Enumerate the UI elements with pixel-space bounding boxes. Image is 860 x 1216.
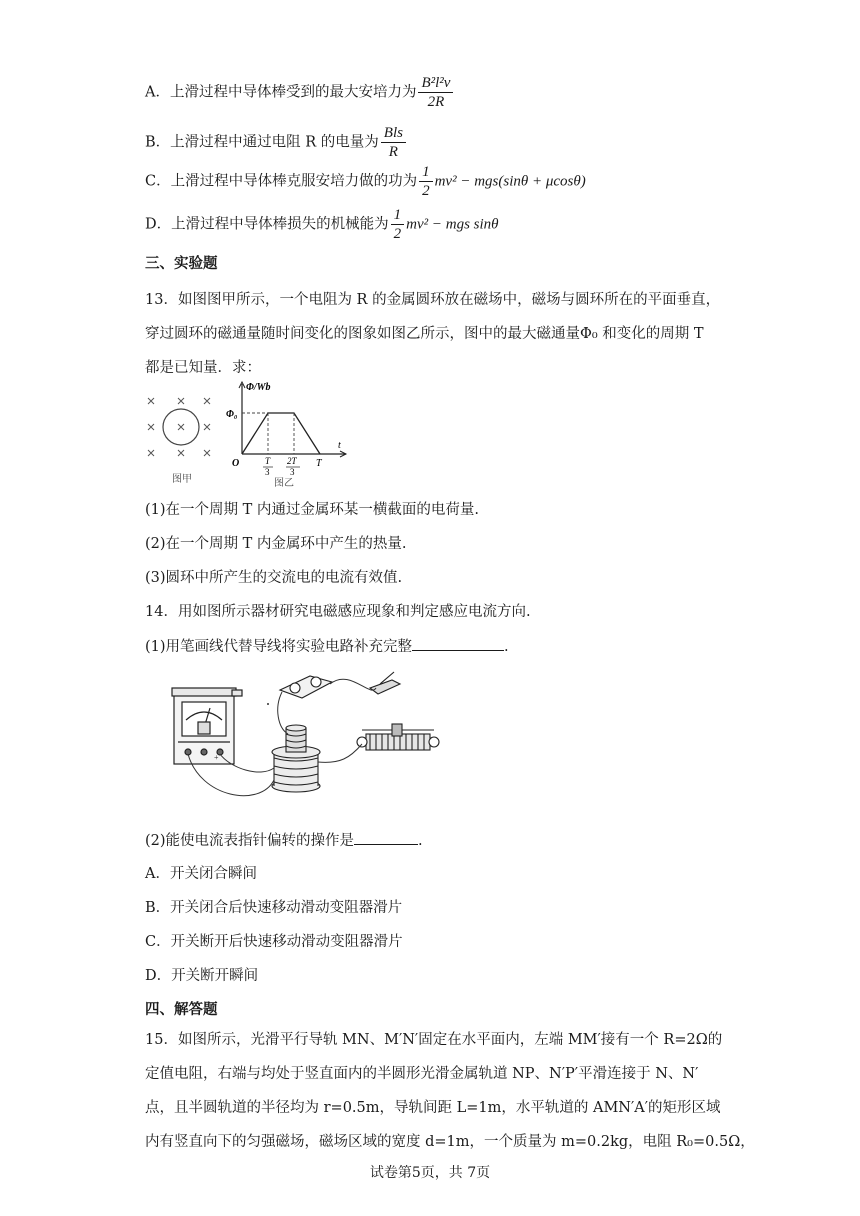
svg-text:+: +	[214, 753, 219, 762]
option-d	[145, 206, 499, 243]
coil	[272, 725, 320, 792]
q13-line-3: 都是已知量．求：	[145, 360, 261, 376]
switch	[370, 672, 400, 694]
figure-b-tick-t2-den: 3	[290, 467, 295, 477]
figure-b-t-label: t	[338, 440, 341, 451]
figure-a-caption: 图甲	[172, 474, 192, 485]
q14-option-d: D．开关断开瞬间	[145, 968, 259, 984]
option-b-text: B．上滑过程中通过电阻 R 的电量为	[145, 134, 379, 151]
option-b-fraction: $\frac{\text{Bls}}{R}$	[381, 124, 406, 161]
option-c	[145, 163, 586, 200]
battery-box	[280, 676, 332, 698]
q14-sub-2: (2)能使电流表指针偏转的操作是 .	[145, 830, 423, 851]
q14-sub-2-text: (2)能使电流表指针偏转的操作是	[145, 833, 355, 849]
figure-b-graph	[226, 382, 346, 489]
q15-line-2: 定值电阻，右端与均处于竖直面内的半圆形光滑金属轨道 NP、N′P′平滑连接于 N、N′	[145, 1066, 699, 1082]
q13-sub-2: (2)在一个周期 T 内金属环中产生的热量.	[145, 536, 407, 552]
figure-b-caption: 图乙	[274, 478, 294, 489]
galvanometer	[172, 688, 242, 764]
option-d-text: D．上滑过程中导体棒损失的机械能为	[145, 216, 389, 233]
q15-line-3: 点，且半圆轨道的半径均为 r=0.5m，导轨间距 L=1m，水平轨道的 AMN′A′的矩形区域	[145, 1100, 721, 1116]
answer-blank-2[interactable]	[354, 830, 418, 845]
figure-b-tick-T: T	[316, 458, 322, 469]
q13-sub-3: (3)圆环中所产生的交流电的电流有效值.	[145, 570, 403, 586]
q15-line-1: 15．如图所示，光滑平行导轨 MN、M′N′固定在水平面内，左端 MM′接有一个 R=2Ω的	[145, 1032, 723, 1048]
option-d-fraction: $\frac{1}{2}$	[391, 206, 405, 243]
q14-sub-1: (1)用笔画线代替导线将实验电路补充完整 .	[145, 636, 509, 657]
section-heading-3: 三、实验题	[145, 255, 218, 272]
apparatus-figure	[170, 668, 445, 816]
q13-line-2: 穿过圆环的磁通量随时间变化的图象如图乙所示，图中的最大磁通量Φ₀ 和变化的周期 T	[145, 326, 704, 342]
figure-b-tick-t2-num: 2T	[287, 456, 297, 466]
q14-option-b: B．开关闭合后快速移动滑动变阻器滑片	[145, 900, 403, 916]
figure-b-phi0: Φ₀	[226, 409, 238, 420]
answer-blank-1[interactable]	[412, 636, 504, 651]
figure-b-tick-t1-den: 3	[265, 467, 270, 477]
option-d-expression: mv² − mgs sinθ	[406, 216, 499, 233]
section-heading-4: 四、解答题	[145, 1001, 218, 1018]
q14-stem: 14．用如图所示器材研究电磁感应现象和判定感应电流方向.	[145, 604, 531, 620]
rheostat	[357, 724, 439, 750]
option-b	[145, 124, 408, 161]
option-c-expression: mv² − mgs(sinθ + μcosθ)	[434, 173, 586, 190]
figure-a-crosses	[148, 398, 210, 456]
option-c-text: C．上滑过程中导体棒克服安培力做的功为	[145, 173, 418, 190]
option-a-fraction: $\frac{\text{B²l²v}}{2R}$	[418, 74, 453, 111]
figure-b-ylabel: Φ/Wb	[246, 382, 271, 393]
option-a	[145, 74, 455, 111]
option-c-fraction: $\frac{1}{2}$	[419, 163, 433, 200]
q13-sub-1: (1)在一个周期 T 内通过金属环某一横截面的电荷量.	[145, 502, 480, 518]
q14-option-c: C．开关断开后快速移动滑动变阻器滑片	[145, 934, 403, 950]
option-a-text: A．上滑过程中导体棒受到的最大安培力为	[145, 84, 417, 101]
figure-b-origin: O	[232, 458, 240, 469]
q13-line-1: 13．如图图甲所示，一个电阻为 R 的金属圆环放在磁场中，磁场与圆环所在的平面垂直，	[145, 292, 721, 308]
q15-line-4: 内有竖直向下的匀强磁场，磁场区域的宽度 d=1m，一个质量为 m=0.2kg，电阻 R₀=0.5Ω，	[145, 1134, 755, 1150]
page-footer: 试卷第5页，共 7页	[369, 1165, 491, 1181]
q13-figure	[140, 378, 350, 492]
figure-b-tick-t1-num: T	[265, 456, 271, 466]
q14-sub-1-text: (1)用笔画线代替导线将实验电路补充完整	[145, 639, 413, 655]
figure-b-curve	[242, 413, 320, 454]
q14-option-a: A．开关闭合瞬间	[145, 866, 257, 882]
